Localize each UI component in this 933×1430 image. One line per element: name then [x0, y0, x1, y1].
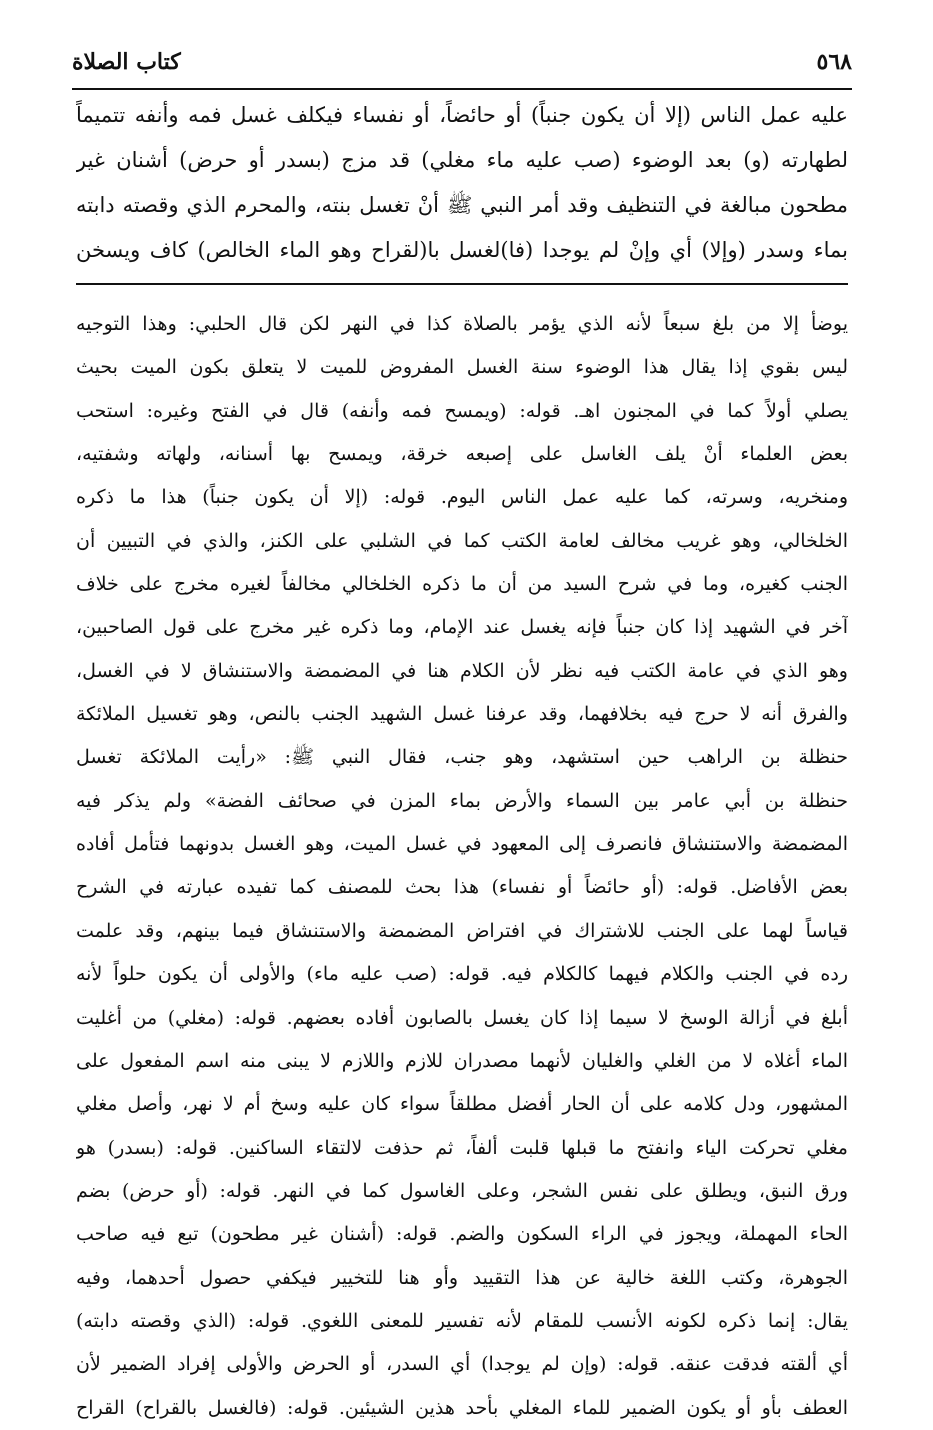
main-text-line: عليه عمل الناس (إلا أن يكون جنباً) أو حائضاً، أو نفساء فيكلف غسل فمه وأنفه تتميماً	[76, 103, 848, 127]
footnote-line: أبلغ في أزالة الوسخ لا سيما إذا كان يغسل بالصابون أفاده بعضهم. قوله: (مغلي) من أغليت	[76, 1006, 848, 1029]
book-title: كتاب الصلاة	[72, 49, 181, 75]
footnote-line: حنظلة بن أبي عامر بين السماء والأرض بماء المزن في صحائف الفضة» ولم يذكر فيه	[76, 789, 848, 812]
footnote-line: والفرق أنه لا حرج فيه بخلافهما، وقد عرفنا غسل الشهيد الجنب بالنص، وهو تغسيل الملائكة	[76, 703, 848, 726]
header-divider	[72, 88, 852, 90]
footnote-line: الجنب كغيره، وما في شرح السيد من أن ما ذكره الخلخالي مخالفاً لغيره مخرج على خلاف	[76, 573, 848, 596]
footnote-divider	[76, 283, 848, 285]
footnote-commentary	[76, 303, 848, 1430]
footnote-line: الحاء المهملة، ويجوز في الراء السكون والضم. قوله: (أشنان غير مطحون) تبع فيه صاحب	[76, 1223, 848, 1246]
footnote-line: أي ألقته فدقت عنقه. قوله: (وإن لم يوجدا) أي السدر، أو الحرض والأولى إفراد الضمير لأن	[76, 1353, 848, 1376]
footnote-line: بعض العلماء أنْ يلف الغاسل على إصبعه خرقة، ويمسح بها أسنانه، ولهاته وشفتيه،	[76, 443, 848, 466]
footnote-line: يوضأ إلا من بلغ سبعاً لأنه الذي يؤمر بالصلاة كذا في النهر لكن قال الحلبي: وهذا التوجيه	[76, 313, 848, 335]
footnote-line: ورق النبق، ويطلق على نفس الشجر، وعلى الغاسول كما في النهر. قوله: (أو حرض) بضم	[76, 1179, 848, 1202]
footnote-line: آخر في الشهيد إذا كان جنباً فإنه يغسل عند الإمام، وما ذكره غير مخرج على قول الصاحبين،	[76, 616, 848, 639]
footnote-line: الجوهرة، وكتب اللغة خالية عن هذا التقييد وأو هنا للتخيير فيكفي حصول أحدهما، وفيه	[76, 1266, 848, 1289]
footnote-line: بعض الأفاضل. قوله: (أو حائضاً أو نفساء) هذا بحث للمصنف كما تفيده عبارته في الشرح	[76, 876, 848, 899]
footnote-line: مغلي تحركت الياء وانفتح ما قبلها قلبت ألفاً، ثم حذفت لالتقاء الساكنين. قوله: (بسدر) هو	[76, 1136, 848, 1159]
footnote-line: رده في الجنب والكلام فيهما كالكلام فيه. قوله: (صب عليه ماء) والأولى أن يكون حلواً لأنه	[76, 963, 848, 986]
footnote-line: يصلي أولاً كما في المجنون اهـ. قوله: (ويمسح فمه وأنفه) قال في الفتح وغيره: استحب	[76, 399, 848, 422]
footnote-line: الماء أغلاه لا من الغلي والغليان لأنهما مصدران للازم واللازم لا يبنى منه اسم المفعول على	[76, 1049, 848, 1072]
footnote-line: وهو الذي في عامة الكتب فيه نظر لأن الكلام هنا في المضمضة والاستنشاق لا في الغسل،	[76, 659, 848, 682]
footnote-line: الخلخالي، وهو غريب مخالف لعامة الكتب كما في الشلبي على الكنز، والذي في التبيين أن	[76, 529, 848, 552]
footnote-line: قياساً لهما على الجنب للاشتراك في افتراض المضمضة والاستنشاق فيما بينهم، وقد علمت	[76, 919, 848, 942]
footnote-line: ليس بقوي إذا يقال هذا الوضوء سنة الغسل المفروض للميت لا يتعلق بكون الميت بحيث	[76, 356, 848, 379]
page-number: ٥٦٨	[816, 49, 852, 75]
footnote-line: يقال: إنما ذكره لكونه الأنسب للمقام لأنه تفسير للمعنى اللغوي. قوله: (الذي وقصته دابته)	[76, 1309, 848, 1332]
footnote-line: المشهور، ودل كلامه على أن الحار أفضل مطلقاً سواء كان عليه وسخ أم لا نهر، وأصل مغلي	[76, 1093, 848, 1116]
footnote-line: العطف بأو أو يكون الضمير للماء المغلي بأحد هذين الشيئين. قوله: (فالغسل بالقراح) القراح	[76, 1396, 848, 1419]
main-text-line: بماء وسدر (وإلا) أي وإنْ لم يوجدا (فا)لغسل با(لقراح وهو الماء الخالص) كاف ويسخن	[76, 238, 848, 262]
main-text-line: لطهارته (و) بعد الوضوء (صب عليه ماء مغلي) قد مزج (بسدر أو حرض) أشنان غير	[76, 148, 848, 172]
main-text	[76, 93, 848, 273]
footnote-line: ومنخريه، وسرته، كما عليه عمل الناس اليوم. قوله: (إلا أن يكون جنباً) هذا ما ذكره	[76, 486, 848, 509]
footnote-line: حنظلة بن الراهب حين استشهد، وهو جنب، فقال النبي ﷺ: «رأيت الملائكة تغسل	[76, 746, 848, 769]
page-header	[72, 42, 852, 82]
footnote-line: المضمضة والاستنشاق فانصرف إلى المعهود في غسل الميت، وهو الغسل بدونهما فتأمل أفاده	[76, 833, 848, 856]
main-text-line: مطحون مبالغة في التنظيف وقد أمر النبي ﷺ أنْ تغسل بنته، والمحرم الذي وقصته دابته	[76, 193, 848, 217]
